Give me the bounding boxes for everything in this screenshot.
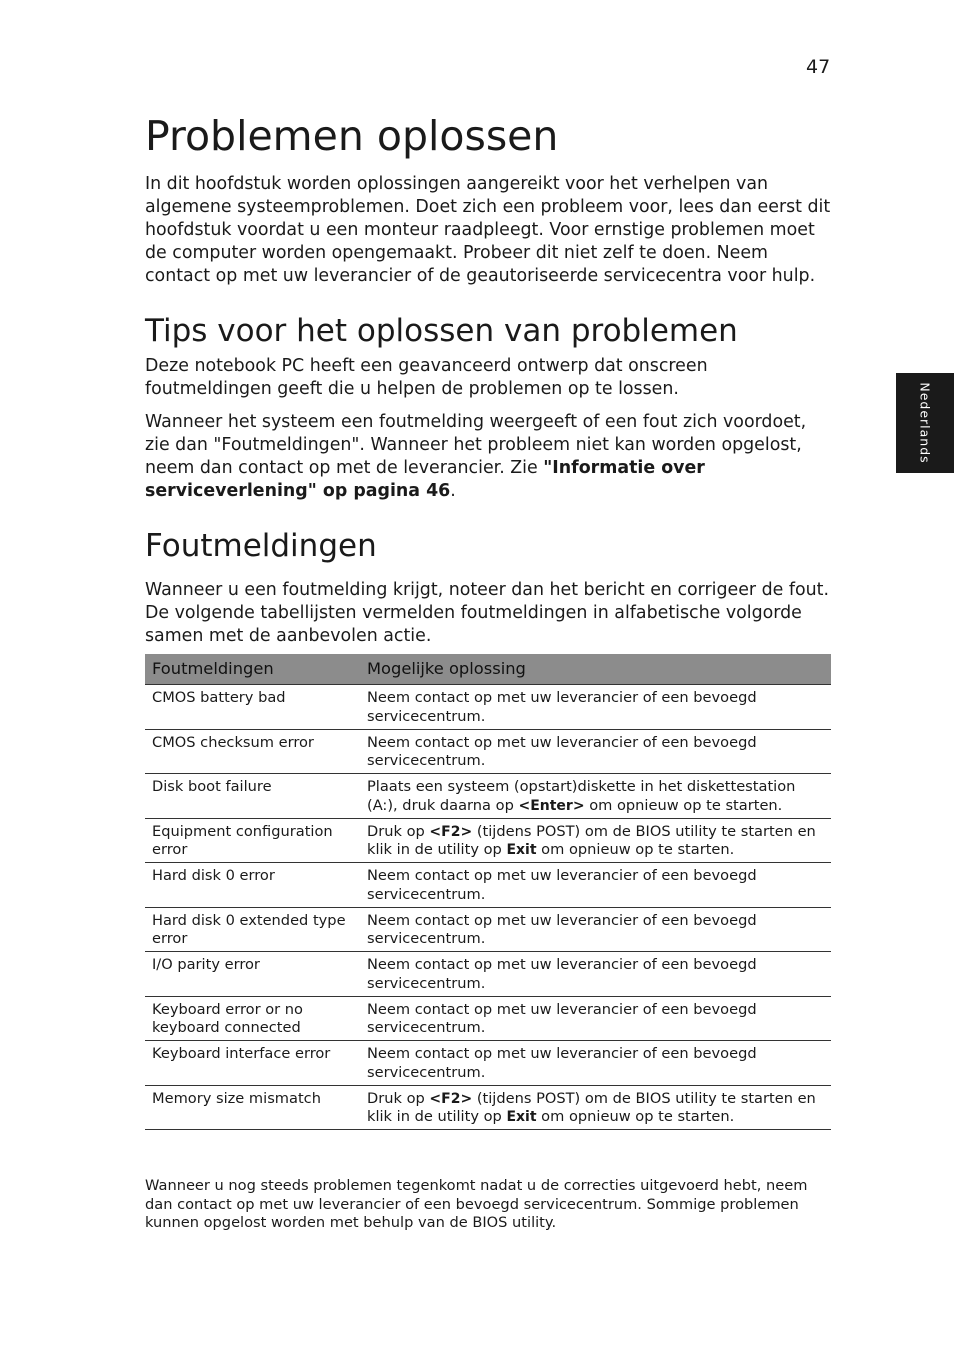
error-cell: CMOS checksum error [145, 729, 360, 774]
intro-paragraph: In dit hoofdstuk worden oplossingen aangereikt voor het verhelpen van algemene systeemproblemen. Doet zich een probleem voor, lees dan eerst dit hoofdstuk voordat u een monteur raadpleegt. Voor ernstige problemen moet de computer worden opengemaakt. Probeer dit niet zelf te doen. Neem contact op met uw leverancier of de geautoriseerde servicecentra voor hulp. [145, 174, 831, 286]
solution-cell: Neem contact op met uw leverancier of een bevoegd servicecentrum. [360, 729, 831, 774]
service-info-link[interactable]: "Informatie over serviceverlening" op pagina 46 [145, 458, 705, 501]
error-cell: Keyboard interface error [145, 1041, 360, 1086]
error-cell: CMOS battery bad [145, 685, 360, 730]
error-messages-table [145, 654, 831, 1130]
solution-text: (tijdens POST) om de BIOS utility te starten en klik in de utility op [367, 1089, 816, 1125]
solution-text: Druk op [367, 1089, 430, 1107]
tips-heading: Tips voor het oplossen van problemen [145, 313, 738, 349]
footnote: Wanneer u nog steeds problemen tegenkomt nadat u de correcties uitgevoerd hebt, neem dan contact op met uw leverancier of een bevoegd servicecentrum. Sommige problemen kunnen opgelost worden met behulp van de BIOS utility. [145, 1177, 808, 1231]
language-side-tab [896, 373, 954, 473]
enter-key: <Enter> [518, 797, 585, 814]
error-cell: I/O parity error [145, 952, 360, 997]
header-error: Foutmeldingen [145, 654, 360, 685]
table-header-row [145, 654, 831, 685]
error-cell: Equipment configuration error [145, 818, 360, 863]
errors-intro: Wanneer u een foutmelding krijgt, noteer dan het bericht en corrigeer de fout. De volgende tabellijsten vermelden foutmeldingen in alfabetische volgorde samen met de aanbevolen actie. [145, 580, 829, 646]
table-row [145, 774, 831, 819]
solution-cell: Neem contact op met uw leverancier of een bevoegd servicecentrum. [360, 1041, 831, 1086]
table-row [145, 907, 831, 952]
solution-cell: Neem contact op met uw leverancier of een bevoegd servicecentrum. [360, 863, 831, 908]
header-solution: Mogelijke oplossing [360, 654, 831, 685]
table-row [145, 729, 831, 774]
tips-p2-text: Wanneer het systeem een foutmelding weergeeft of een fout zich voordoet, zie dan "Foutmeldingen". Wanneer het probleem niet kan worden opgelost, neem dan contact op met de leverancier. Zie [145, 412, 807, 478]
solution-text: om opnieuw op te starten. [536, 1108, 735, 1125]
errors-heading: Foutmeldingen [145, 528, 377, 564]
solution-cell: Neem contact op met uw leverancier of een bevoegd servicecentrum. [360, 952, 831, 997]
solution-cell: Neem contact op met uw leverancier of een bevoegd servicecentrum. [360, 907, 831, 952]
table-row [145, 1041, 831, 1086]
solution-cell [360, 1085, 831, 1130]
tips-paragraph-1: Deze notebook PC heeft een geavanceerd ontwerp dat onscreen foutmeldingen geeft die u helpen de problemen op te lossen. [145, 356, 708, 399]
tips-paragraph-2 [145, 411, 831, 503]
exit-key: Exit [506, 1109, 537, 1125]
f2-key: <F2> [429, 1090, 473, 1107]
side-tab-label: Nederlands [917, 382, 933, 464]
solution-text: om opnieuw op te starten. [536, 841, 735, 858]
table-row [145, 818, 831, 863]
page-title: Problemen oplossen [145, 112, 559, 160]
solution-text: (tijdens POST) om de BIOS utility te starten en klik in de utility op [367, 822, 816, 858]
error-cell: Hard disk 0 extended type error [145, 907, 360, 952]
error-cell: Memory size mismatch [145, 1085, 360, 1130]
solution-cell: Neem contact op met uw leverancier of een bevoegd servicecentrum. [360, 996, 831, 1041]
table-row [145, 685, 831, 730]
table-row [145, 952, 831, 997]
solution-text: om opnieuw op te starten. [584, 796, 783, 814]
table-row [145, 1085, 831, 1130]
table-row [145, 863, 831, 908]
table-row [145, 996, 831, 1041]
f2-key: <F2> [429, 823, 473, 840]
tips-p2-end: . [450, 481, 456, 501]
solution-cell: Neem contact op met uw leverancier of een bevoegd servicecentrum. [360, 685, 831, 730]
solution-text: Plaats een systeem (opstart)diskette in het diskettestation (A:), druk daarna op [367, 778, 796, 814]
error-cell: Hard disk 0 error [145, 863, 360, 908]
solution-text: Druk op [367, 822, 430, 840]
error-cell: Disk boot failure [145, 774, 360, 819]
exit-key: Exit [506, 842, 537, 858]
page-number: 47 [806, 56, 831, 78]
solution-cell [360, 774, 831, 819]
error-cell: Keyboard error or no keyboard connected [145, 996, 360, 1041]
solution-cell [360, 818, 831, 863]
